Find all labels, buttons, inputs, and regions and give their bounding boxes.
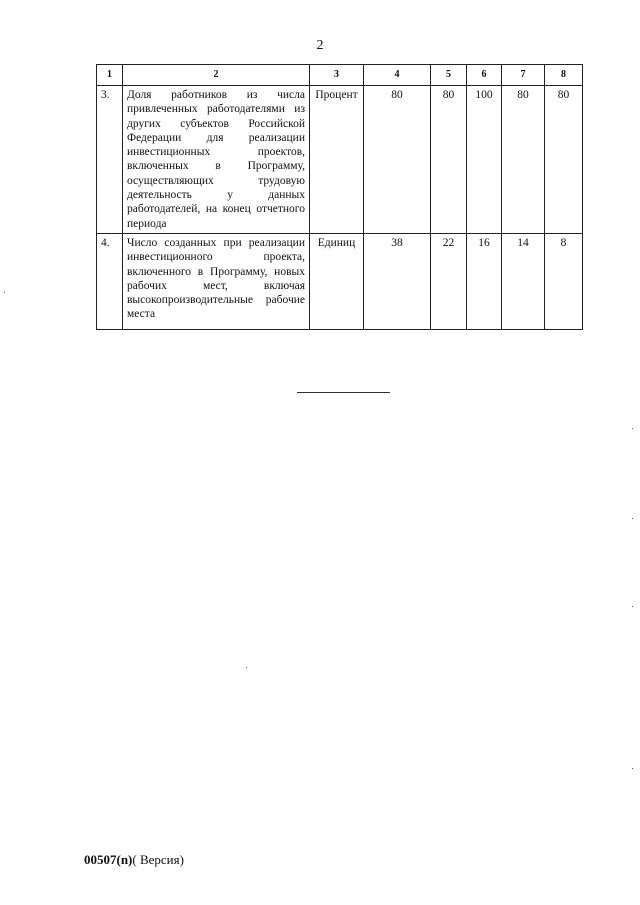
- column-header: 6: [467, 65, 502, 86]
- indicator-description: Число созданных при реализации инвестиционного проекта, включенного в Программу, новых рабочих мест, включая высокопроизводительные рабочие места: [123, 233, 310, 329]
- table-row: [97, 233, 583, 329]
- table-header-row: [97, 65, 583, 86]
- indicator-unit: Процент: [310, 86, 364, 234]
- indicator-value: 22: [431, 233, 467, 329]
- column-header: 3: [310, 65, 364, 86]
- document-code: 00507(n): [84, 852, 133, 867]
- end-divider: [297, 392, 390, 393]
- indicator-value: 80: [502, 86, 545, 234]
- indicator-value: 80: [364, 86, 431, 234]
- scan-speck: [632, 428, 633, 429]
- row-number: 3.: [97, 86, 123, 234]
- page-number: 2: [316, 38, 324, 53]
- column-header: 5: [431, 65, 467, 86]
- column-header: 1: [97, 65, 123, 86]
- indicator-description: Доля работников из числа привлеченных работодателями из других субъектов Российской Федерации для реализации инвестиционных проектов, включенных в Программу, осуществляющих трудовую деятельность у данных работодателей, на конец отчетного периода: [123, 86, 310, 234]
- table-row: [97, 86, 583, 234]
- scan-speck: [246, 667, 247, 668]
- indicator-value: 100: [467, 86, 502, 234]
- column-header: 4: [364, 65, 431, 86]
- indicator-unit: Единиц: [310, 233, 364, 329]
- indicator-value: 8: [545, 233, 583, 329]
- indicator-value: 16: [467, 233, 502, 329]
- scan-speck: [4, 292, 5, 293]
- column-header: 8: [545, 65, 583, 86]
- scan-speck: [632, 606, 633, 607]
- indicator-value: 80: [431, 86, 467, 234]
- document-version: ( Версия): [132, 852, 184, 867]
- column-header: 2: [123, 65, 310, 86]
- column-header: 7: [502, 65, 545, 86]
- indicator-value: 14: [502, 233, 545, 329]
- indicators-table: [96, 64, 583, 330]
- scan-speck: [632, 518, 633, 519]
- indicator-value: 80: [545, 86, 583, 234]
- row-number: 4.: [97, 233, 123, 329]
- scan-speck: [632, 768, 633, 769]
- indicator-value: 38: [364, 233, 431, 329]
- document-footer: [84, 852, 184, 868]
